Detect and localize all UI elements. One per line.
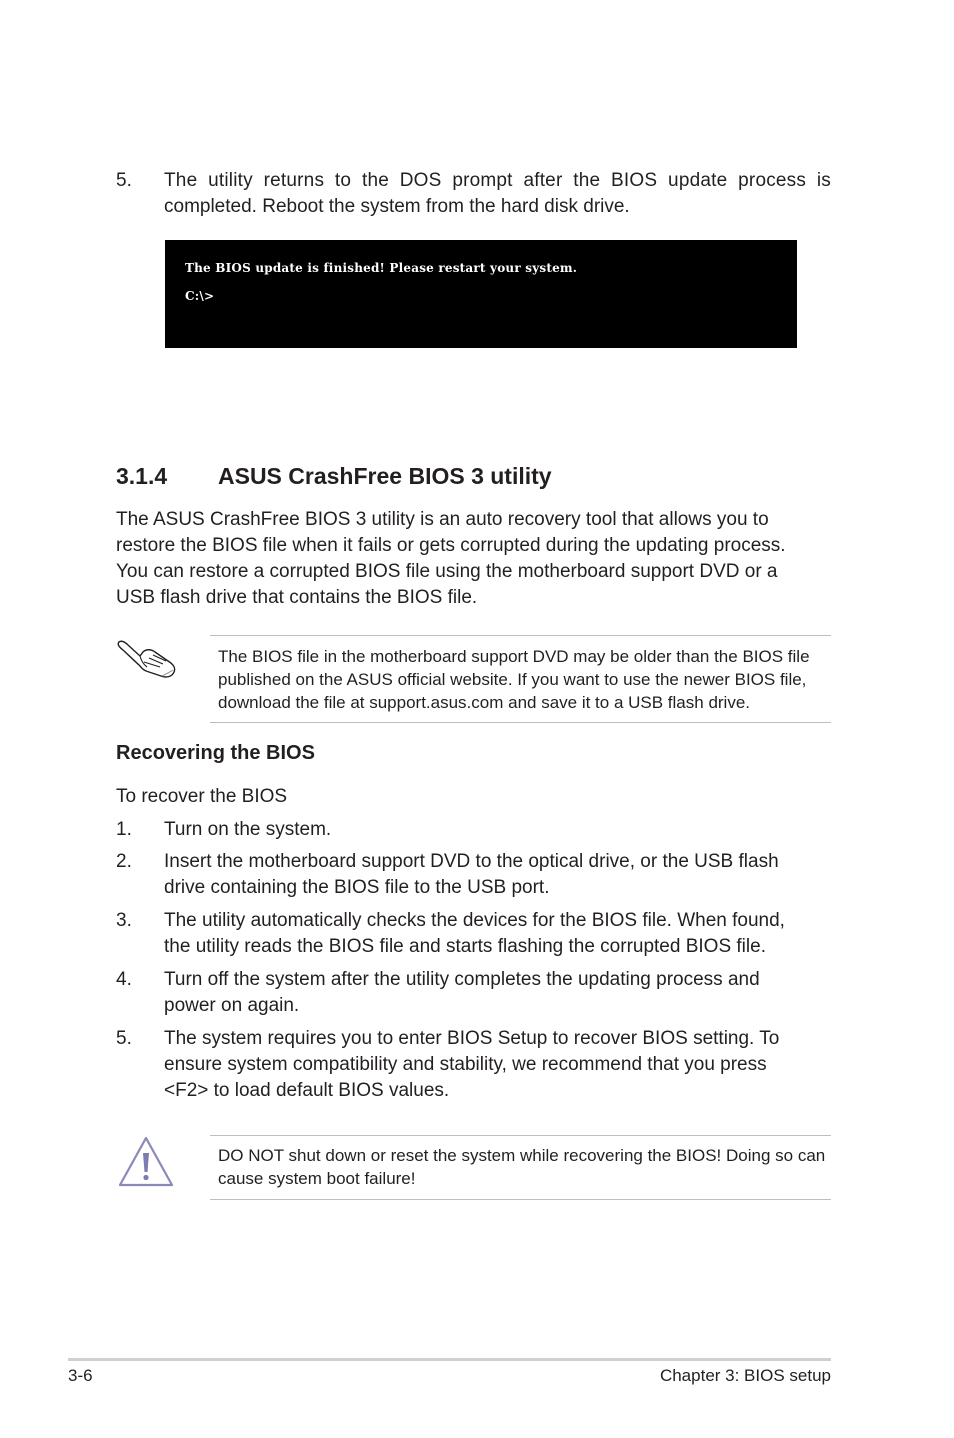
- top-step-line1: The utility returns to the DOS prompt after the BIOS update process is: [164, 170, 831, 191]
- warning-box: [210, 1135, 831, 1200]
- top-step-line2: completed. Reboot the system from the hard disk drive.: [164, 196, 630, 217]
- step-2-number: 2.: [116, 851, 132, 872]
- step-2-text: Insert the motherboard support DVD to the optical drive, or the USB flash drive containing the BIOS file to the USB port.: [164, 851, 779, 898]
- pointing-hand-icon: [116, 634, 178, 685]
- dos-terminal: [165, 240, 797, 348]
- step-4-number: 4.: [116, 969, 132, 990]
- step-5-number: 5.: [116, 1028, 132, 1049]
- section-title: ASUS CrashFree BIOS 3 utility: [218, 463, 552, 489]
- section-number: 3.1.4: [116, 463, 168, 489]
- step-4-text: Turn off the system after the utility completes the updating process and power on again.: [164, 969, 760, 1016]
- top-step-number: 5.: [116, 170, 132, 191]
- section-paragraph: The ASUS CrashFree BIOS 3 utility is an auto recovery tool that allows you to restore the BIOS file when it fails or gets corrupted during the updating process. You can restore a corrupted BIOS file using the motherboard support DVD or a USB flash drive that contains the BIOS file.: [116, 509, 786, 608]
- step-1-text: Turn on the system.: [164, 819, 332, 840]
- note-box: [210, 635, 831, 723]
- chapter-label: Chapter 3: BIOS setup: [659, 1366, 831, 1385]
- note-text: The BIOS file in the motherboard support DVD may be older than the BIOS file published on the ASUS official website. If you want to use the newer BIOS file, download the file at support.asus.com and save it to a USB flash drive.: [218, 647, 810, 712]
- top-step-text: [164, 168, 831, 220]
- footer-rule: [68, 1358, 831, 1361]
- step-3-text: The utility automatically checks the devices for the BIOS file. When found, the utility reads the BIOS file and starts flashing the corrupted BIOS file.: [164, 910, 785, 957]
- page-number: 3-6: [68, 1366, 93, 1385]
- warning-text: DO NOT shut down or reset the system while recovering the BIOS! Doing so can cause system boot failure!: [218, 1146, 826, 1188]
- step-3-number: 3.: [116, 910, 132, 931]
- step-5-text: The system requires you to enter BIOS Setup to recover BIOS setting. To ensure system compatibility and stability, we recommend that you press <F2> to load default BIOS values.: [164, 1028, 780, 1101]
- step-1-number: 1.: [116, 819, 132, 840]
- warning-icon: [117, 1135, 175, 1194]
- recovering-intro: To recover the BIOS: [116, 786, 288, 807]
- terminal-line-1: The BIOS update is finished! Please restart your system.: [185, 261, 578, 275]
- terminal-line-2: C:\>: [185, 289, 215, 303]
- recovering-heading: Recovering the BIOS: [116, 742, 315, 764]
